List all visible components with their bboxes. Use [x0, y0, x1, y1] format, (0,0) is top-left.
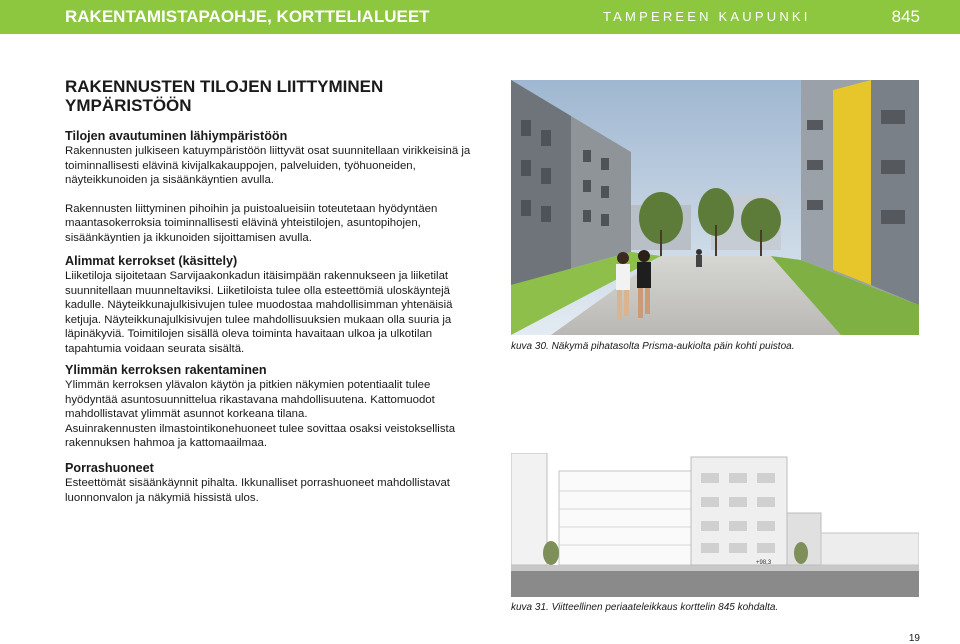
paragraph: Rakennusten liittyminen pihoihin ja puistoalueisiin toteutetaan hyödyntäen maantasokerroksia toiminnallisesti elävinä yhteistilojen, asuntopihojen, sisäänkäyntien ja ikkunoiden sijoittamisen avulla.	[65, 202, 438, 244]
document-title: RAKENTAMISTAPAOHJE, KORTTELIALUEET	[65, 7, 430, 26]
block-number: 845	[891, 7, 920, 26]
section-drawing-image	[511, 453, 919, 597]
paragraph: Asuinrakennusten ilmastointikonehuoneet tulee sovittaa osaksi veistoksellista rakennuksen hahmoa ja kattomaailmaa.	[65, 422, 456, 449]
section-heading: Ylimmän kerroksen rakentaminen	[65, 363, 267, 377]
section-tilojen-avautuminen	[65, 129, 480, 245]
paragraph: Liiketiloja sijoitetaan Sarvijaakonkadun itäisimpään rakennukseen ja liiketilat suunnitellaan muunneltaviksi. Liiketiloista tulee olla esteettömiä uloskäyntejä kadulle. Näyteikkunajulkisivujen tulee muodostaa mahdollisimman yhtenäisiä ketjuja. Näyteikkunajulkisivujen tulee mahdollisuuksien mukaan olla suuria ja läpinäkyviä. Toimitilojen sisällä oleva toiminta havaitaan ulkoa ja ulkotilan tapahtumia voidaan seurata sisältä.	[65, 270, 453, 355]
figure-30-caption: kuva 30. Näkymä pihatasolta Prisma-aukiolta päin kohti puistoa.	[511, 341, 795, 352]
paragraph: Rakennusten julkiseen katuympäristöön liittyvät osat suunnitellaan virikkeisinä ja toiminnallisesti elävinä kivijalkakauppojen, palveluiden, työhuoneiden, näyteikkunoiden ja sisäänkäyntien avulla.	[65, 145, 471, 186]
page-number: 19	[908, 633, 920, 644]
page-header	[0, 0, 960, 34]
section-heading: Porrashuoneet	[65, 461, 154, 475]
level-label: +98,3	[756, 560, 772, 566]
section-heading: Alimmat kerrokset (käsittely)	[65, 254, 238, 268]
section-porrashuoneet	[65, 461, 480, 505]
page-title: RAKENNUSTEN TILOJEN LIITTYMINEN YMPÄRISTÖÖN	[65, 77, 384, 115]
paragraph: Esteettömät sisäänkäynnit pihalta. Ikkunalliset porrashuoneet mahdollistavat luonnonvalon ja näkymiä hissistä ulos.	[65, 477, 450, 504]
section-heading: Tilojen avautuminen lähiympäristöön	[65, 129, 288, 143]
city-name: TAMPEREEN KAUPUNKI	[603, 9, 811, 24]
paragraph: Ylimmän kerroksen ylävalon käytön ja pitkien näkymien potentiaalit tulee hyödyntää asuntosuunnittelua rikastavana mahdollisuutena. Kattomuodot mahdollistavat ylimmät asunnot korkeana tilana.	[65, 379, 435, 420]
section-alimmat-kerrokset	[65, 254, 480, 356]
section-ylimman-kerroksen	[65, 363, 480, 451]
courtyard-rendering-image	[511, 80, 919, 335]
figure-31-caption: kuva 31. Viitteellinen periaateleikkaus korttelin 845 kohdalta.	[511, 602, 779, 613]
